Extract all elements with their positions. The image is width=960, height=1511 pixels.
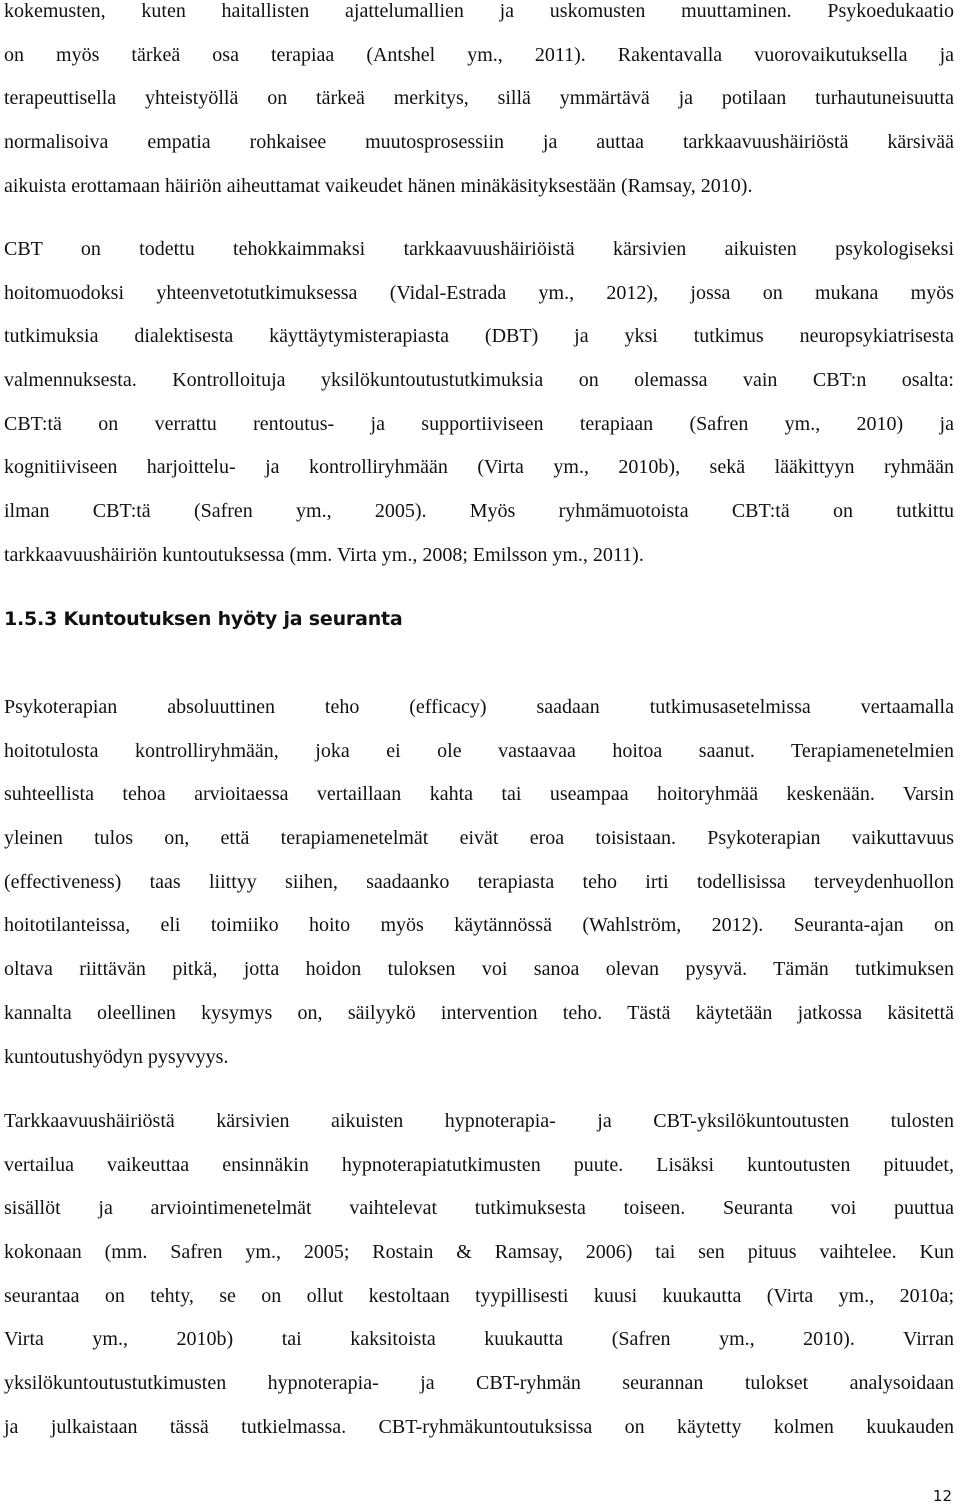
text-line: tutkimuksia dialektisesta käyttäytymisterapiasta (DBT) ja yksi tutkimus neuropsykiatrisesta bbox=[4, 325, 954, 348]
text-line: CBT on todettu tehokkaimmaksi tarkkaavuushäiriöistä kärsivien aikuisten psykologiseksi bbox=[4, 238, 954, 260]
text-line: normalisoiva empatia rohkaisee muutosprosessiin ja auttaa tarkkaavuushäiriöstä kärsivää bbox=[4, 131, 954, 154]
text-line: yksilökuntoutustutkimusten hypnoterapia- ja CBT-ryhmän seurannan tulokset analysoidaan bbox=[4, 1372, 954, 1395]
text-line: hoitomuodoksi yhteenvetotutkimuksessa (Vidal-Estrada ym., 2012), jossa on mukana myös bbox=[4, 281, 954, 304]
text-line: yleinen tulos on, että terapiamenetelmät eivät eroa toisistaan. Psykoterapian vaikuttavuus bbox=[4, 827, 954, 850]
text-line: hoitotilanteissa, eli toimiiko hoito myös käytännössä (Wahlström, 2012). Seuranta-ajan on bbox=[4, 914, 954, 937]
text-line: terapeuttisella yhteistyöllä on tärkeä merkitys, sillä ymmärtävä ja potilaan turhautuneisuutta bbox=[4, 87, 954, 110]
text-line: Tarkkaavuushäiriöstä kärsivien aikuisten hypnoterapia- ja CBT-yksilökuntoutusten tulosten bbox=[4, 1110, 954, 1132]
text-line: oltava riittävän pitkä, jotta hoidon tuloksen voi sanoa olevan pysyvä. Tämän tutkimuksen bbox=[4, 958, 954, 981]
text-line: ilman CBT:tä (Safren ym., 2005). Myös ryhmämuotoista CBT:tä on tutkittu bbox=[4, 500, 954, 523]
paragraph-4 bbox=[4, 1100, 954, 1450]
text-line: Psykoterapian absoluuttinen teho (efficacy) saadaan tutkimusasetelmissa vertaamalla bbox=[4, 696, 954, 718]
section-heading: 1.5.3 Kuntoutuksen hyöty ja seuranta bbox=[4, 608, 403, 630]
text-line: valmennuksesta. Kontrolloituja yksilökuntoutustutkimuksia on olemassa vain CBT:n osalta: bbox=[4, 369, 954, 392]
text-line: kokonaan (mm. Safren ym., 2005; Rostain & Ramsay, 2006) tai sen pituus vaihtelee. Kun bbox=[4, 1241, 954, 1264]
text-line: vertailua vaikeuttaa ensinnäkin hypnoterapiatutkimusten puute. Lisäksi kuntoutusten pituudet, bbox=[4, 1153, 954, 1176]
paragraph-2 bbox=[4, 228, 954, 578]
text-line: kognitiiviseen harjoittelu- ja kontrolliryhmään (Virta ym., 2010b), sekä lääkittyyn ryhmään bbox=[4, 456, 954, 479]
page-number: 12 bbox=[932, 1487, 952, 1505]
text-line: kannalta oleellinen kysymys on, säilyykö intervention teho. Tästä käytetään jatkossa käsitettä bbox=[4, 1001, 954, 1024]
text-line: suhteellista tehoa arvioitaessa vertaillaan kahta tai useampaa hoitoryhmää keskenään. Varsin bbox=[4, 783, 954, 806]
paragraph-3 bbox=[4, 686, 954, 1079]
text-line: Virta ym., 2010b) tai kaksitoista kuukautta (Safren ym., 2010). Virran bbox=[4, 1328, 954, 1351]
text-line: aikuista erottamaan häiriön aiheuttamat vaikeudet hänen minäkäsityksestään (Ramsay, 2010). bbox=[4, 174, 753, 197]
paragraph-1 bbox=[4, 0, 954, 208]
text-line: kuntoutushyödyn pysyvyys. bbox=[4, 1045, 229, 1068]
text-line: (effectiveness) taas liittyy siihen, saadaanko terapiasta teho irti todellisissa terveydenhuollon bbox=[4, 870, 954, 893]
text-line: kokemusten, kuten haitallisten ajattelumallien ja uskomusten muuttaminen. Psykoedukaatio bbox=[4, 0, 954, 22]
text-line: sisällöt ja arviointimenetelmät vaihtelevat tutkimuksesta toiseen. Seuranta voi puuttua bbox=[4, 1197, 954, 1220]
text-line: tarkkaavuushäiriön kuntoutuksessa (mm. Virta ym., 2008; Emilsson ym., 2011). bbox=[4, 543, 644, 566]
text-line: CBT:tä on verrattu rentoutus- ja supportiiviseen terapiaan (Safren ym., 2010) ja bbox=[4, 412, 954, 435]
text-line: on myös tärkeä osa terapiaa (Antshel ym., 2011). Rakentavalla vuorovaikutuksella ja bbox=[4, 43, 954, 66]
text-line: seurantaa on tehty, se on ollut kestoltaan tyypillisesti kuusi kuukautta (Virta ym., 2010a; bbox=[4, 1284, 954, 1307]
text-line: ja julkaistaan tässä tutkielmassa. CBT-ryhmäkuntoutuksissa on käytetty kolmen kuukauden bbox=[4, 1415, 954, 1438]
text-line: hoitotulosta kontrolliryhmään, joka ei ole vastaavaa hoitoa saanut. Terapiamenetelmien bbox=[4, 739, 954, 762]
